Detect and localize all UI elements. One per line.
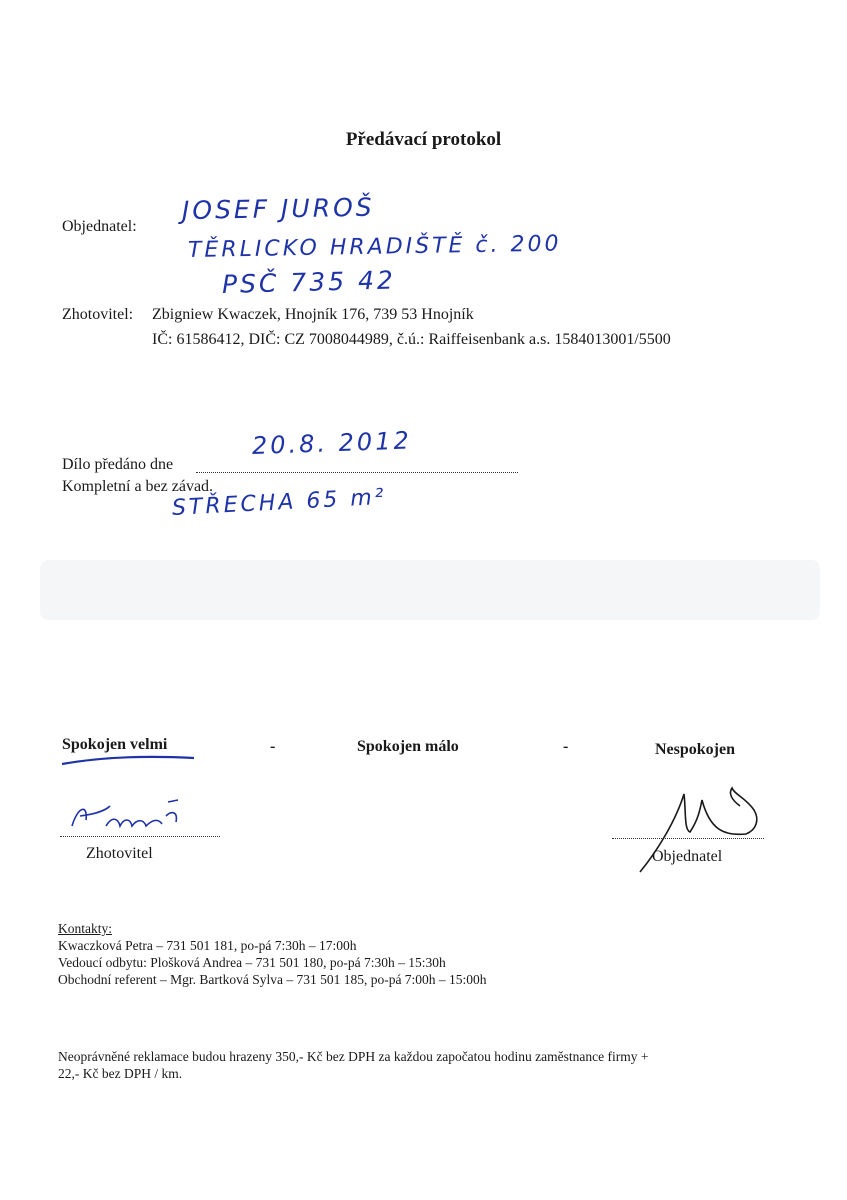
contractor-ids: IČ: 61586412, DIČ: CZ 7008044989, č.ú.: Raiffeisenbank a.s. 1584013001/5500 [152,331,671,348]
handover-label: Dílo předáno dne [62,456,174,473]
contractor-address: Zbigniew Kwaczek, Hnojník 176, 739 53 Hnojník [152,306,474,323]
scan-artifact [40,560,820,620]
handover-date-handwritten: 20.8. 2012 [251,426,413,460]
handover-date-line [196,472,518,473]
satisfaction-separator-2: - [563,738,569,755]
contact-line-3: Obchodní referent – Mgr. Bartková Sylva – 731 501 185, po-pá 7:00h – 15:00h [58,972,487,987]
contact-line-1: Kwaczková Petra – 731 501 181, po-pá 7:30h – 17:00h [58,938,357,953]
footer-note-line-2: 22,- Kč bez DPH / km. [58,1066,183,1081]
customer-name-handwritten: JOSEF JUROŠ [181,192,375,225]
customer-label: Objednatel: [62,218,137,235]
footer-note-line-1: Neoprávněné reklamace budou hrazeny 350,- Kč bez DPH za každou započatou hodinu zaměstnance firmy + [58,1049,649,1064]
satisfaction-very: Spokojen velmi [62,736,168,753]
satisfaction-separator-1: - [270,738,276,755]
customer-signature-label: Objednatel [652,848,723,865]
contractor-label: Zhotovitel: [62,306,134,323]
contractor-signature [66,796,196,842]
satisfaction-not: Nespokojen [655,741,736,758]
contacts-heading: Kontakty: [58,921,112,936]
contact-line-2: Vedoucí odbytu: Plošková Andrea – 731 501 180, po-pá 7:30h – 15:30h [58,955,446,970]
contractor-signature-label: Zhotovitel [86,845,153,862]
complete-statement: Kompletní a bez závad. [62,478,214,495]
document-title: Předávací protokol [345,129,502,150]
roof-note-handwritten: STŘECHA 65 m² [171,484,388,521]
customer-postcode-handwritten: PSČ 735 42 [221,265,397,299]
satisfaction-little: Spokojen málo [357,738,459,755]
circle-mark-very [58,752,198,770]
customer-address-handwritten: TĚRLICKO HRADIŠTĚ č. 200 [187,231,562,263]
